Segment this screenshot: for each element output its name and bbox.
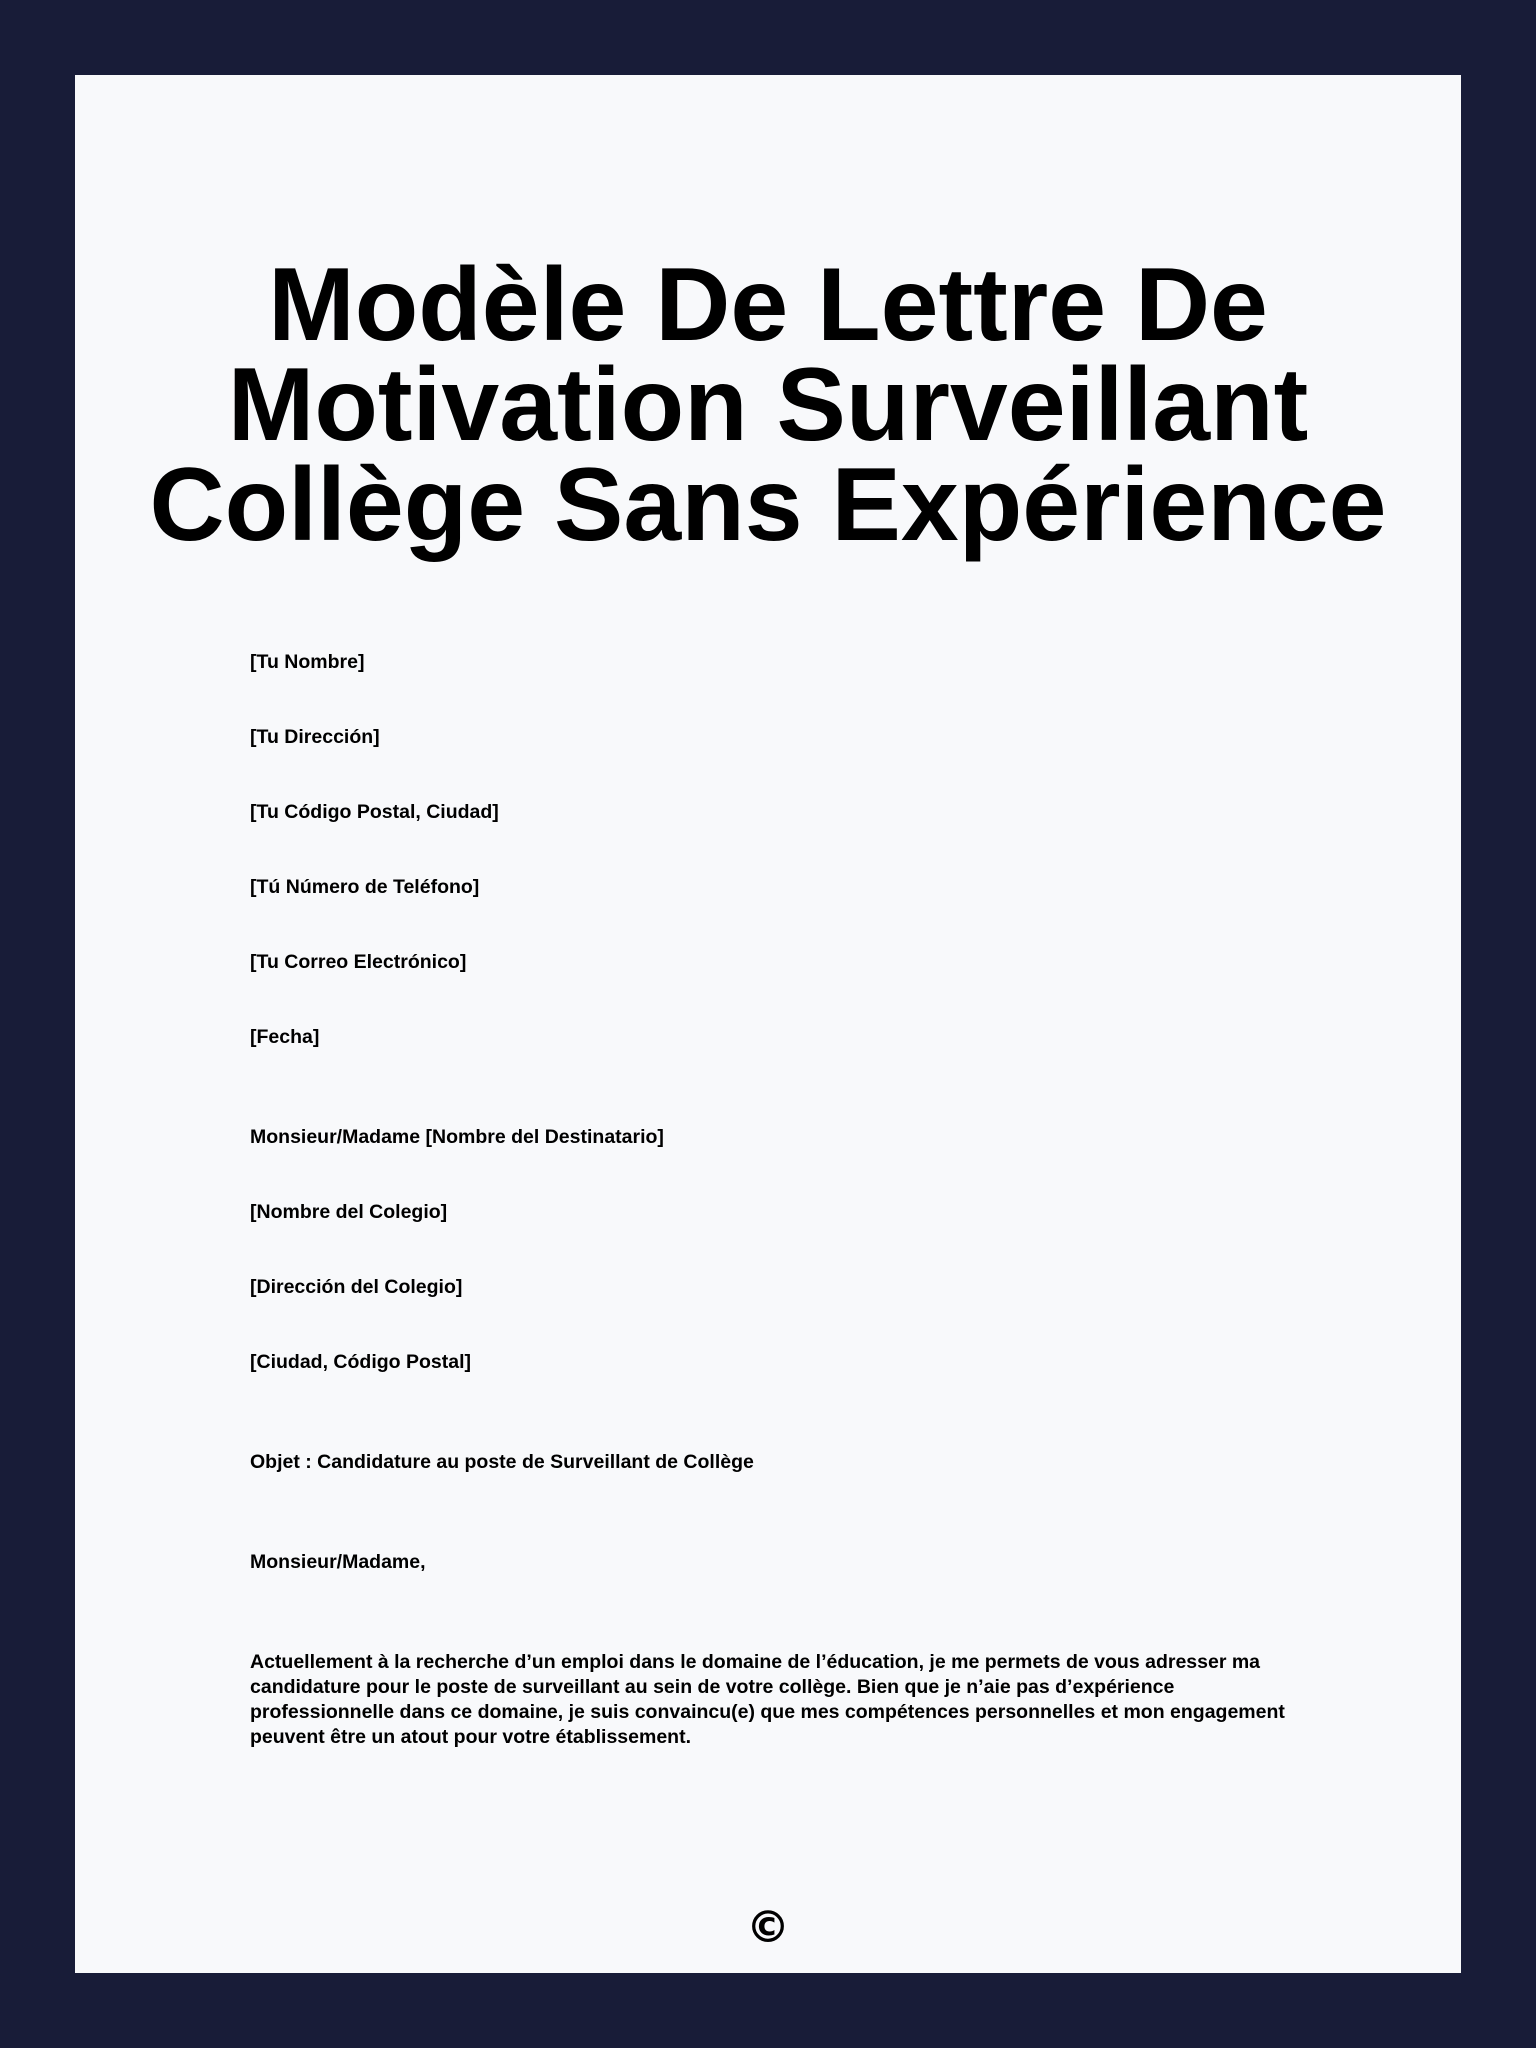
document-title: Modèle De Lettre De Motivation Surveillant Collège Sans Expérience xyxy=(149,247,1387,563)
recipient-city-postal: [Ciudad, Código Postal] xyxy=(250,1351,471,1373)
sender-postal-city: [Tu Código Postal, Ciudad] xyxy=(250,801,499,823)
letter-body-paragraph: Actuellement à la recherche d’un emploi dans le domaine de l’éducation, je me permets de vous adresser ma candidature pour le poste de surveillant au sein de votre collège. Bien que je n’aie pas d’expérience professionnelle dans ce domaine, je suis convaincu(e) que mes compétences personnelles et mon engagement peuvent être un atout pour votre établissement. xyxy=(250,1651,1285,1748)
sender-name: [Tu Nombre] xyxy=(250,651,365,673)
document-page xyxy=(75,75,1461,1973)
sender-email: [Tu Correo Electrónico] xyxy=(250,951,467,973)
copyright-icon: © xyxy=(746,1902,790,1953)
sender-phone: [Tú Número de Teléfono] xyxy=(250,876,480,898)
letter-date: [Fecha] xyxy=(250,1026,320,1048)
letter-subject: Objet : Candidature au poste de Surveillant de Collège xyxy=(250,1451,754,1473)
letter-salutation: Monsieur/Madame, xyxy=(250,1551,426,1573)
recipient-name: Monsieur/Madame [Nombre del Destinatario] xyxy=(250,1126,664,1148)
recipient-address: [Dirección del Colegio] xyxy=(250,1276,463,1298)
recipient-school: [Nombre del Colegio] xyxy=(250,1201,448,1223)
sender-address: [Tu Dirección] xyxy=(250,726,380,748)
